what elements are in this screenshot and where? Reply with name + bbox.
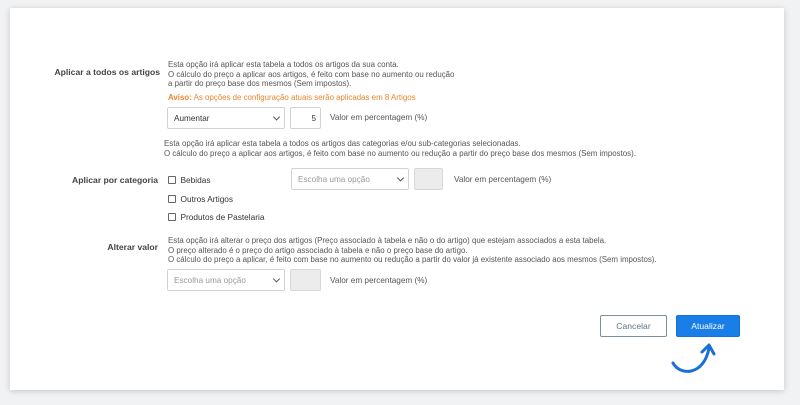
category-adjust-select[interactable]: Escolha uma opção — [291, 168, 409, 190]
change-value-unit-label: Valor em percentagem (%) — [330, 276, 428, 285]
adjust-type-select[interactable]: Aumentar — [167, 107, 285, 129]
checkbox[interactable] — [168, 213, 176, 221]
checkbox[interactable] — [168, 176, 176, 184]
category-option-outros-artigos[interactable]: Outros Artigos — [168, 194, 233, 204]
chevron-down-icon — [273, 113, 280, 120]
chevron-down-icon — [397, 174, 404, 181]
curved-arrow-icon — [668, 336, 720, 376]
checkbox[interactable] — [168, 195, 176, 203]
change-value-percentage-input[interactable] — [290, 269, 321, 291]
apply-all-label: Aplicar a todos os artigos — [54, 67, 160, 77]
change-value-description: Esta opção irá alterar o preço dos artigos (Preço associado à tabela e não o do artigo) que estejam associados a esta tabela. O preço alterado é o preço do artigo associado à tabela e não o preço base do artigo. O cálculo do preço a aplicar, é feito com base no aumento ou redução a partir do valor já existente associado aos mesmos (Sem impostos). — [168, 236, 657, 265]
category-description: Esta opção irá aplicar esta tabela a todos os artigos das categorias e/ou sub-categorias selecionadas. O cálculo do preço a aplicar aos artigos, é feito com base no aumento ou redução a partir do preço base dos mesmos (Sem impostos). — [164, 139, 636, 158]
update-button[interactable]: Atualizar — [676, 315, 740, 337]
apply-all-unit-label: Valor em percentagem (%) — [330, 113, 428, 122]
category-option-produtos-pastelaria[interactable]: Produtos de Pastelaria — [168, 212, 264, 222]
apply-all-warning: Aviso: As opções de configuração atuais serão aplicadas em 8 Artigos — [168, 93, 416, 102]
cancel-button[interactable]: Cancelar — [600, 315, 667, 337]
settings-card — [10, 8, 784, 390]
category-unit-label: Valor em percentagem (%) — [454, 175, 552, 184]
category-option-bebidas[interactable]: Bebidas — [168, 175, 210, 185]
apply-all-description: Esta opção irá aplicar esta tabela a todos os artigos da sua conta. O cálculo do preço a aplicar aos artigos, é feito com base no aumento ou redução a partir do preço base dos mesmos (Sem impostos). — [168, 60, 455, 89]
chevron-down-icon — [273, 275, 280, 282]
category-label: Aplicar por categoria — [72, 175, 158, 185]
category-percentage-input[interactable] — [414, 168, 443, 190]
apply-all-percentage-input[interactable]: 5 — [290, 107, 321, 129]
change-value-label: Alterar valor — [107, 242, 158, 252]
change-value-select[interactable]: Escolha uma opção — [167, 269, 285, 291]
